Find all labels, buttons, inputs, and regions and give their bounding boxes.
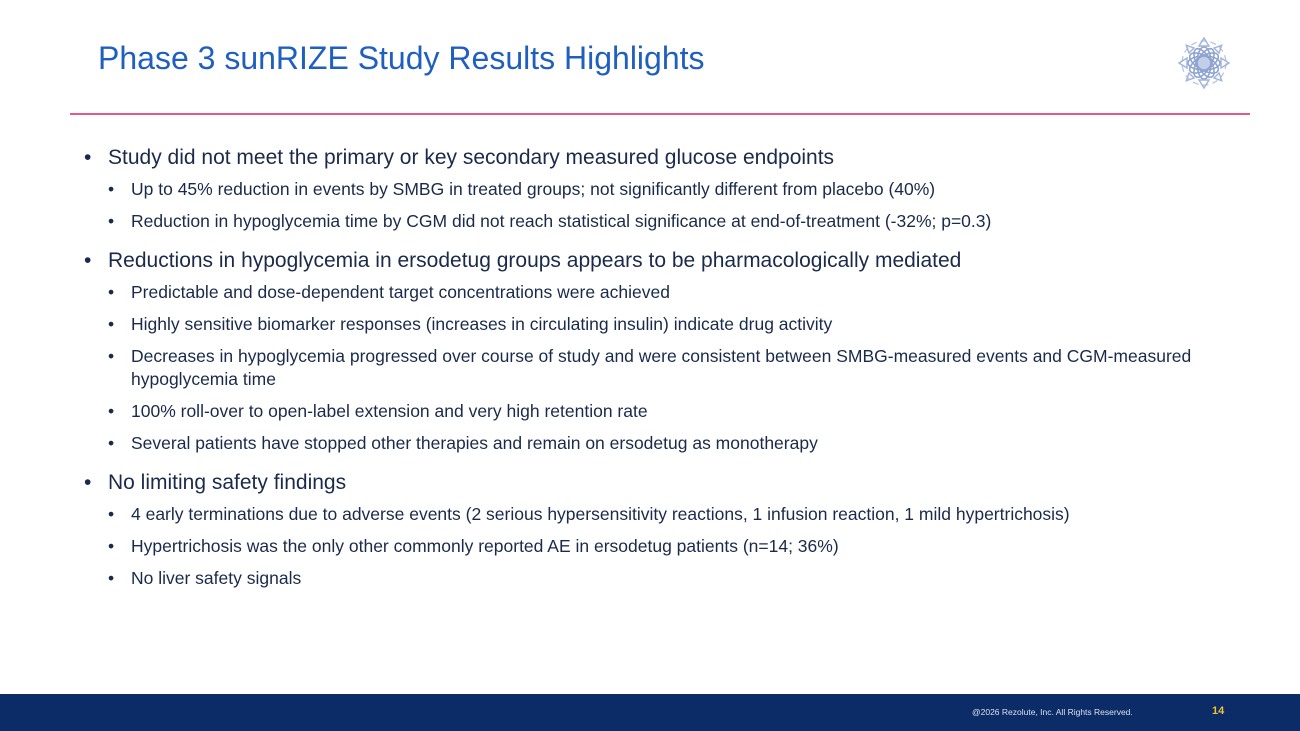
bullet-icon: •: [108, 314, 115, 334]
sub-bullet: [82, 432, 1242, 455]
primary-bullet-text: No limiting safety findings: [108, 471, 347, 494]
section-item: [82, 469, 1242, 590]
bullet-icon: •: [108, 433, 115, 453]
page-number: 14: [1212, 705, 1225, 717]
sub-bullet-text: No liver safety signals: [131, 568, 302, 588]
section-item: [82, 247, 1242, 455]
bullet-content: [82, 144, 1242, 604]
bullet-icon: •: [108, 282, 115, 302]
bullet-icon: •: [108, 536, 115, 556]
primary-bullet: [82, 469, 1242, 497]
mandala-logo-icon: [1176, 36, 1232, 90]
primary-bullet-text: Reductions in hypoglycemia in ersodetug groups appears to be pharmacologically mediated: [108, 249, 962, 272]
bullet-icon: •: [108, 504, 115, 524]
sub-bullet-text: Decreases in hypoglycemia progressed over course of study and were consistent between SMBG-measured events and CGM-measured hypoglycemia time: [131, 346, 1192, 389]
sub-bullet-text: Several patients have stopped other therapies and remain on ersodetug as monotherapy: [131, 433, 818, 453]
sub-bullet: [82, 503, 1242, 526]
sub-bullet: [82, 313, 1242, 336]
bullet-icon: •: [84, 146, 92, 169]
sub-bullet-text: 100% roll-over to open-label extension and very high retention rate: [131, 401, 648, 421]
sub-bullet-text: Up to 45% reduction in events by SMBG in treated groups; not significantly different from placebo (40%): [131, 179, 936, 199]
bullet-icon: •: [108, 346, 115, 366]
primary-bullet: [82, 144, 1242, 172]
bullet-icon: •: [84, 471, 92, 494]
sub-bullet: [82, 210, 1242, 233]
sub-bullet-text: Highly sensitive biomarker responses (increases in circulating insulin) indicate drug activity: [131, 314, 833, 334]
sub-bullet-text: Hypertrichosis was the only other commonly reported AE in ersodetug patients (n=14; 36%): [131, 536, 839, 556]
section-item: [82, 144, 1242, 233]
bullet-icon: •: [84, 249, 92, 272]
sub-bullet: [82, 400, 1242, 423]
sub-bullet-text: Reduction in hypoglycemia time by CGM did not reach statistical significance at end-of-treatment (-32%; p=0.3): [131, 211, 992, 231]
bullet-icon: •: [108, 568, 115, 588]
bullet-icon: •: [108, 179, 115, 199]
sub-bullet: [82, 281, 1242, 304]
title-divider: [70, 113, 1250, 115]
primary-bullet: [82, 247, 1242, 275]
sub-bullet: [82, 535, 1242, 558]
sub-bullet: [82, 178, 1242, 201]
primary-bullet-text: Study did not meet the primary or key secondary measured glucose endpoints: [108, 146, 835, 169]
slide-title: Phase 3 sunRIZE Study Results Highlights: [98, 40, 705, 76]
bullet-icon: •: [108, 401, 115, 421]
bullet-icon: •: [108, 211, 115, 231]
sub-bullet: [82, 345, 1242, 391]
sub-bullet-text: Predictable and dose-dependent target concentrations were achieved: [131, 282, 670, 302]
sub-bullet-text: 4 early terminations due to adverse events (2 serious hypersensitivity reactions, 1 infusion reaction, 1 mild hypertrichosis): [131, 504, 1070, 524]
footer-bar: [0, 694, 1300, 731]
sub-bullet: [82, 567, 1242, 590]
copyright-text: @2026 Rezolute, Inc. All Rights Reserved.: [972, 707, 1133, 717]
